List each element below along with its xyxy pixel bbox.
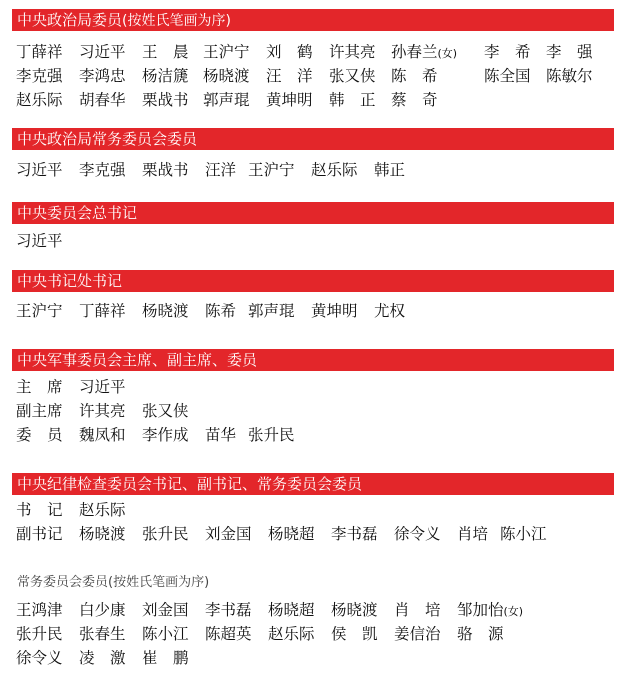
member-name: 胡春华 xyxy=(79,91,126,109)
member-name: 郭声琨 xyxy=(203,91,250,109)
member-name: 丁薛祥 xyxy=(16,43,63,61)
section-title: 中央书记处书记 xyxy=(17,272,123,290)
member-name: 苗华 xyxy=(205,426,237,444)
standing-committee-banner xyxy=(12,128,614,150)
member-name: 尤权 xyxy=(374,302,406,320)
member-name: 杨晓渡 xyxy=(203,67,250,85)
member-name: 习近平 xyxy=(16,232,63,250)
member-name: 肖 培 xyxy=(394,601,441,619)
member-name: 杨晓渡 xyxy=(331,601,378,619)
member-name: 李书磊 xyxy=(205,601,252,619)
section-title: 中央政治局委员 xyxy=(17,11,123,29)
discipline-commission-banner xyxy=(12,473,614,495)
member-name: 王沪宁 xyxy=(248,161,295,179)
member-name: 李书磊 xyxy=(331,525,378,543)
member-name: 王鸿津 xyxy=(16,601,63,619)
standing-members-sublabel: 常务委员会委员(按姓氏笔画为序) xyxy=(17,575,210,590)
member-name: 陈超英 xyxy=(205,625,252,643)
role-label: 副主席 xyxy=(16,402,63,420)
member-name: 魏凤和 xyxy=(79,426,126,444)
member-name: 李鸿忠 xyxy=(79,67,126,85)
member-name: 张又侠 xyxy=(329,67,376,85)
member-name: 李 希 xyxy=(484,43,531,61)
member-name: 陈 希 xyxy=(391,67,438,85)
member-name: 白少康 xyxy=(79,601,126,619)
member-name: 李作成 xyxy=(142,426,189,444)
member-name: 杨晓超 xyxy=(268,601,315,619)
member-name: 蔡 奇 xyxy=(391,91,438,109)
female-tag: (女) xyxy=(503,605,524,618)
member-name: 习近平 xyxy=(16,161,63,179)
member-name: 杨洁篪 xyxy=(142,67,189,85)
member-name: 侯 凯 xyxy=(331,625,378,643)
member-name: 张升民 xyxy=(16,625,63,643)
member-name: 徐令义 xyxy=(16,649,63,667)
member-name-female: 邹加怡(女) xyxy=(457,601,524,619)
role-label: 书 记 xyxy=(16,501,63,519)
member-name: 陈小江 xyxy=(500,525,547,543)
member-name: 习近平 xyxy=(79,378,126,396)
member-name: 习近平 xyxy=(79,43,126,61)
member-name: 刘金国 xyxy=(142,601,189,619)
member-name: 韩 正 xyxy=(329,91,376,109)
member-name: 赵乐际 xyxy=(268,625,315,643)
member-name: 黄坤明 xyxy=(311,302,358,320)
member-name: 栗战书 xyxy=(142,161,189,179)
member-name: 杨晓渡 xyxy=(142,302,189,320)
member-name: 郭声琨 xyxy=(248,302,295,320)
member-name: 李克强 xyxy=(79,161,126,179)
member-name: 韩正 xyxy=(374,161,406,179)
member-name: 汪 洋 xyxy=(266,67,313,85)
member-name: 许其亮 xyxy=(329,43,376,61)
member-name: 王沪宁 xyxy=(16,302,63,320)
section-title: 中央政治局常务委员会委员 xyxy=(17,130,198,148)
member-name: 骆 源 xyxy=(457,625,504,643)
member-name: 张升民 xyxy=(248,426,295,444)
member-name: 张升民 xyxy=(142,525,189,543)
member-name: 陈小江 xyxy=(142,625,189,643)
member-name: 张又侠 xyxy=(142,402,189,420)
member-name: 李 强 xyxy=(546,43,593,61)
member-name: 刘金国 xyxy=(205,525,252,543)
member-name: 丁薛祥 xyxy=(79,302,126,320)
member-name: 杨晓渡 xyxy=(79,525,126,543)
role-label: 委 员 xyxy=(16,426,63,444)
member-name: 赵乐际 xyxy=(79,501,126,519)
section-note: (按姓氏笔画为序) xyxy=(122,13,231,29)
secretariat-banner xyxy=(12,270,614,292)
politburo-members-banner xyxy=(12,9,614,31)
member-name: 陈全国 xyxy=(484,67,531,85)
member-name: 凌 激 xyxy=(79,649,126,667)
member-name: 姜信治 xyxy=(394,625,441,643)
section-title: 中央军事委员会主席、副主席、委员 xyxy=(17,351,258,369)
member-name: 陈希 xyxy=(205,302,237,320)
member-name: 陈敏尔 xyxy=(546,67,593,85)
member-name: 王沪宁 xyxy=(203,43,250,61)
member-name: 肖培 xyxy=(457,525,489,543)
member-name: 杨晓超 xyxy=(268,525,315,543)
female-tag: (女) xyxy=(437,47,458,60)
member-name-female: 孙春兰(女) xyxy=(391,43,458,61)
general-secretary-banner xyxy=(12,202,614,224)
member-name: 刘 鹤 xyxy=(266,43,313,61)
military-commission-banner xyxy=(12,349,614,371)
member-name: 张春生 xyxy=(79,625,126,643)
role-label: 主 席 xyxy=(16,378,63,396)
member-name: 栗战书 xyxy=(142,91,189,109)
role-label: 副书记 xyxy=(16,525,63,543)
member-name: 崔 鹏 xyxy=(142,649,189,667)
member-name: 黄坤明 xyxy=(266,91,313,109)
section-title: 中央委员会总书记 xyxy=(17,204,138,222)
member-name: 赵乐际 xyxy=(16,91,63,109)
member-name: 王 晨 xyxy=(142,43,189,61)
member-name: 徐令义 xyxy=(394,525,441,543)
member-name: 赵乐际 xyxy=(311,161,358,179)
member-name: 汪洋 xyxy=(205,161,237,179)
member-name: 李克强 xyxy=(16,67,63,85)
member-name: 许其亮 xyxy=(79,402,126,420)
section-title: 中央纪律检查委员会书记、副书记、常务委员会委员 xyxy=(17,475,363,493)
